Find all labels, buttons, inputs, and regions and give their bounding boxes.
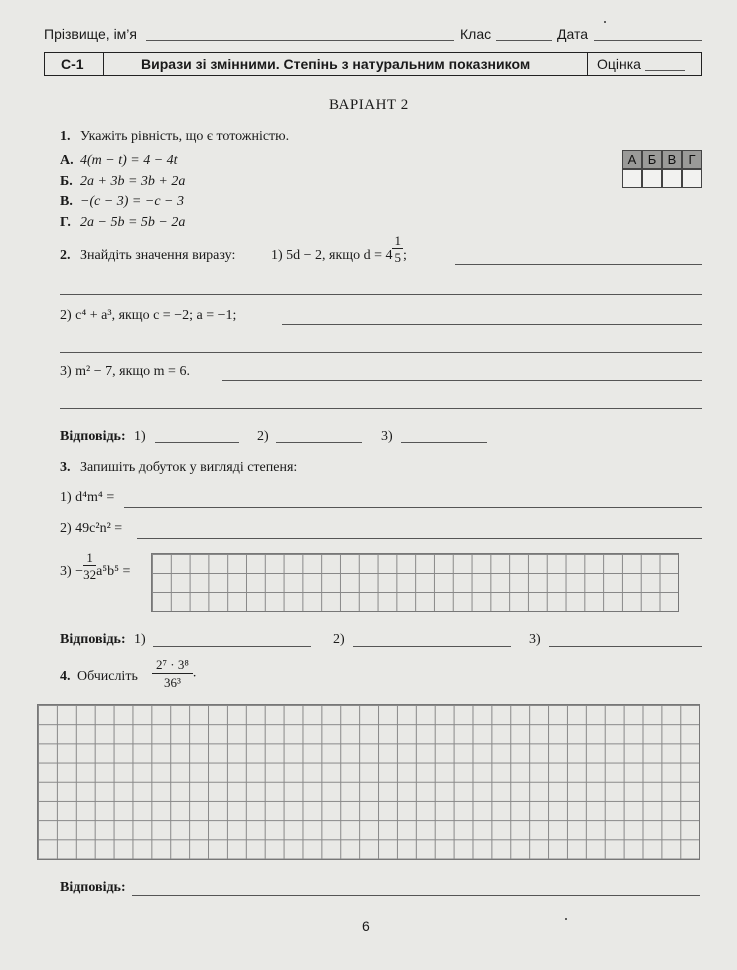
paper-speck	[604, 21, 606, 23]
q4-fraction: $\frac{\text{2⁷ · 3⁸}}{\text{36³}}$	[152, 658, 193, 689]
q3-work-grid[interactable]	[151, 553, 679, 612]
q4-expression: $\frac{\text{2⁷ · 3⁸}}{\text{36³}}$ .	[152, 658, 196, 689]
q3-part3-expr: 3) − $\frac{1}{32}$ a⁵b⁵ =	[60, 550, 131, 582]
grade-label: Оцінка	[597, 56, 641, 72]
q2-part3-answer-line[interactable]	[222, 380, 702, 381]
q3-part2: 2) 49c²n² =	[60, 521, 123, 536]
q2-number: 2.	[60, 248, 71, 263]
q2-part1-prefix: 1) 5d − 2, якщо d = 4	[271, 248, 393, 264]
answer-cell[interactable]	[662, 169, 682, 188]
q3-part1-answer-line[interactable]	[124, 507, 702, 508]
variant-title: ВАРІАНТ 2	[329, 97, 409, 113]
q1-answer-table	[622, 150, 702, 188]
q2-part3: 3) m² − 7, якщо m = 6.	[60, 364, 190, 379]
q1-option-expr: 2a − 5b = 5b − 2a	[80, 215, 186, 230]
answer-cell[interactable]	[682, 169, 702, 188]
q2-answer-field[interactable]	[155, 442, 239, 443]
q2-work-line[interactable]	[60, 294, 702, 295]
q2-part2-answer-line[interactable]	[282, 324, 702, 325]
class-label: Клас	[460, 26, 492, 42]
q3-answer-field[interactable]	[549, 646, 702, 647]
answer-header-cell: Г	[682, 150, 702, 169]
q1-option-letter: Г.	[60, 215, 71, 230]
q2-part1-answer-line[interactable]	[455, 264, 702, 265]
grade-field[interactable]	[645, 70, 685, 71]
q2-answer-part: 1)	[134, 429, 146, 444]
q3-answer-field[interactable]	[153, 646, 311, 647]
class-field[interactable]	[496, 40, 552, 41]
q1-option-expr: 2a + 3b = 3b + 2a	[80, 174, 186, 189]
q2-part1-fraction: $\frac{1}{5}$	[394, 233, 401, 265]
answer-header-cell: В	[662, 150, 682, 169]
q2-part2: 2) c⁴ + a³, якщо c = −2; a = −1;	[60, 308, 237, 323]
q1-option-letter: Б.	[60, 174, 73, 189]
answer-header-cell: Б	[642, 150, 662, 169]
q4-answer-label: Відповідь:	[60, 880, 126, 895]
q3-part1: 1) d⁴m⁴ =	[60, 490, 115, 505]
q3-part2-answer-line[interactable]	[137, 538, 702, 539]
section-code: С-1	[61, 56, 84, 72]
q2-answer-label: Відповідь:	[60, 429, 126, 444]
q1-option-expr: −(c − 3) = −c − 3	[80, 194, 184, 209]
answer-header-cell: А	[622, 150, 642, 169]
q4-number: 4.	[60, 669, 71, 684]
q3-answer-part: 2)	[333, 632, 345, 647]
q2-answer-part: 3)	[381, 429, 393, 444]
q3-answer-part: 1)	[134, 632, 146, 647]
q2-work-line[interactable]	[60, 408, 702, 409]
q3-text: Запишіть добуток у вигляді степеня:	[80, 460, 298, 475]
q3-part3-fraction: $\frac{1}{32}$	[83, 550, 97, 582]
q1-option-letter: А.	[60, 153, 74, 168]
q1-option-expr: 4(m − t) = 4 − 4t	[80, 153, 178, 168]
surname-field[interactable]	[146, 40, 454, 41]
q3-answer-label: Відповідь:	[60, 632, 126, 647]
surname-label: Прізвище, ім’я	[44, 26, 137, 42]
q2-text: Знайдіть значення виразу:	[80, 248, 236, 263]
section-topic: Вирази зі змінними. Степінь з натуральним показником	[141, 56, 531, 72]
answer-cell[interactable]	[642, 169, 662, 188]
q4-text: Обчисліть	[77, 669, 138, 684]
page-number: 6	[362, 918, 370, 934]
q3-answer-field[interactable]	[353, 646, 511, 647]
q2-part1-expr: 1) 5d − 2, якщо d = 4 $\frac{1}{5}$ ;	[271, 233, 407, 265]
q4-answer-field[interactable]	[132, 895, 700, 896]
q1-number: 1.	[60, 129, 71, 144]
q2-answer-part: 2)	[257, 429, 269, 444]
q2-answer-field[interactable]	[276, 442, 362, 443]
q3-number: 3.	[60, 460, 71, 475]
q2-answer-field[interactable]	[401, 442, 487, 443]
q4-work-grid[interactable]	[37, 704, 700, 860]
answer-cell[interactable]	[622, 169, 642, 188]
header-box	[44, 52, 702, 76]
q3-answer-part: 3)	[529, 632, 541, 647]
q1-option-letter: В.	[60, 194, 73, 209]
date-field[interactable]	[594, 40, 702, 41]
date-label: Дата	[557, 26, 589, 42]
q2-work-line[interactable]	[60, 352, 702, 353]
q1-text: Укажіть рівність, що є тотожністю.	[80, 129, 290, 144]
paper-speck	[565, 918, 567, 920]
